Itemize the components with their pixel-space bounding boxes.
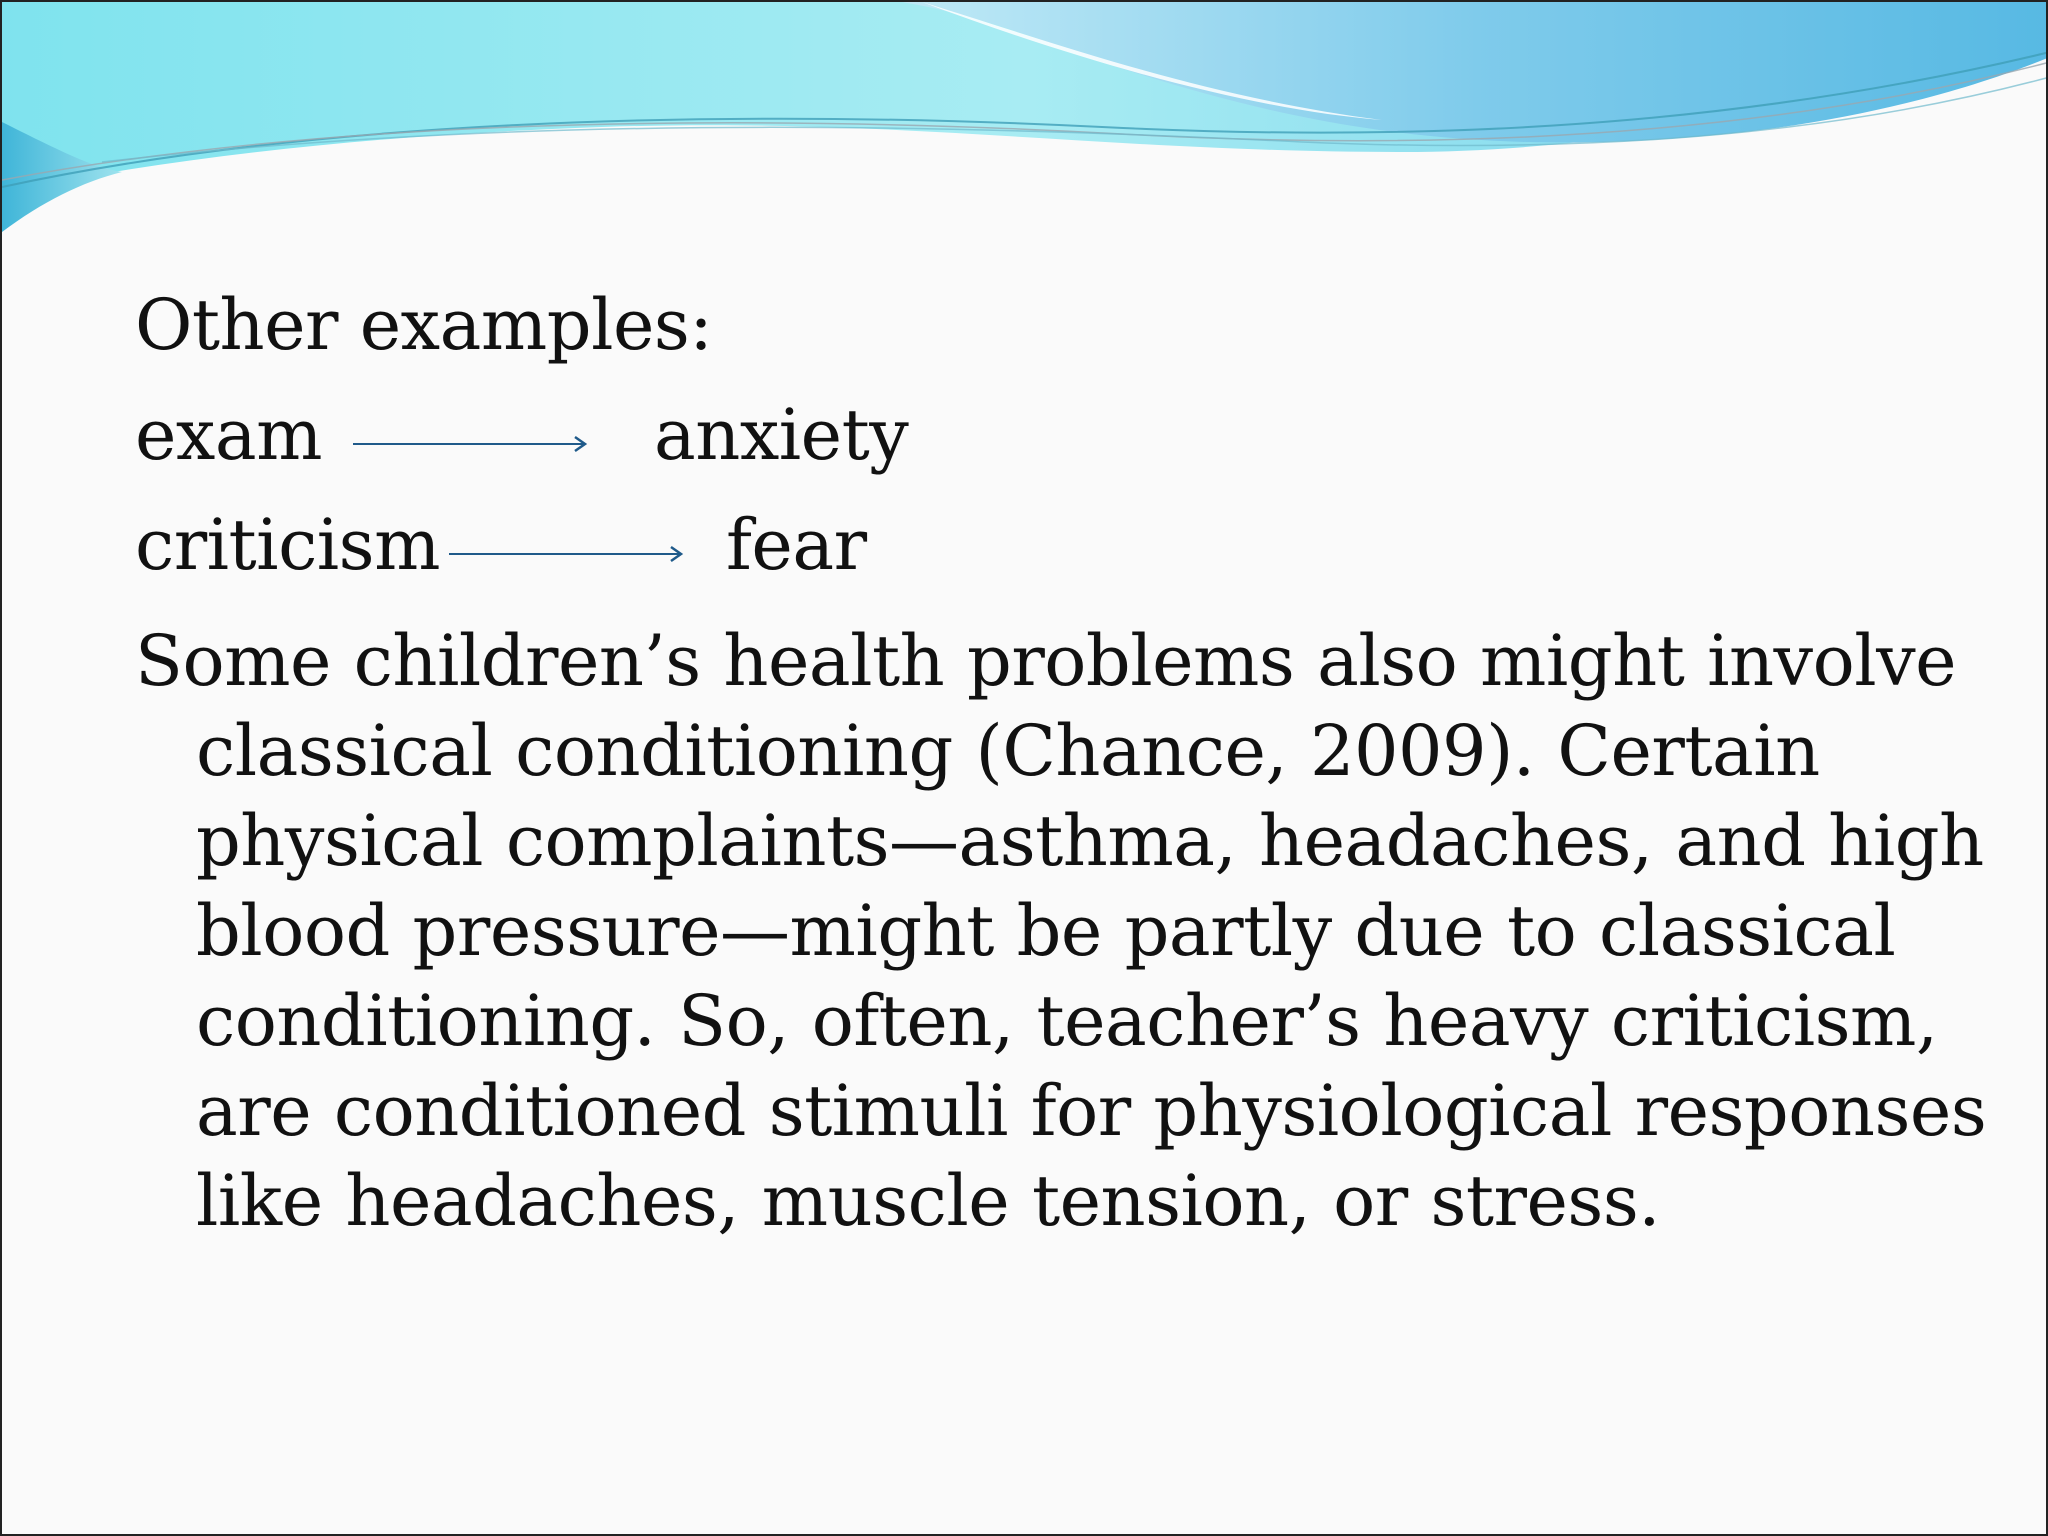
stimulus-label: exam xyxy=(135,394,323,476)
right-arrow-icon xyxy=(449,544,689,564)
response-label: fear xyxy=(726,504,867,586)
response-label: anxiety xyxy=(654,394,909,476)
wave-banner-decoration xyxy=(2,2,2048,242)
pair-row-1 xyxy=(135,390,1935,500)
heading-row xyxy=(135,280,1935,390)
body-paragraph: Some children’s health problems also might involve classical conditioning (Chance, 2009). Certain physical complaints—asthma, headaches, and high blood pressure—might be partly due to classical conditioning. So, often, teacher’s heavy criticism, are conditioned stimuli for physiological responses like headaches, muscle tension, or stress. xyxy=(135,620,1987,1242)
heading: Other examples: xyxy=(135,284,713,366)
slide-body xyxy=(135,280,1987,1246)
stimulus-label: criticism xyxy=(135,504,440,586)
right-arrow-icon xyxy=(353,434,593,454)
pair-row-2 xyxy=(135,500,1935,610)
